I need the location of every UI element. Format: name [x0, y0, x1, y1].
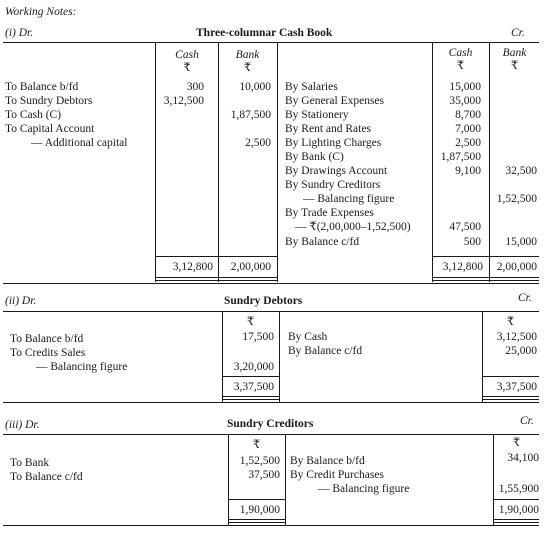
cashbook-right-row-text: By Bank (C): [285, 151, 344, 163]
cashbook-double-rule: [432, 277, 539, 278]
debtors-double-rule: [222, 396, 280, 397]
debtors-total-rule: [222, 376, 280, 377]
cashbook-left-row-bank: 2,500: [245, 137, 271, 149]
right-bank-rupee: ₹: [510, 60, 519, 72]
cashbook-left-row-bank: 10,000: [239, 81, 271, 93]
creditors-left-rupee: ₹: [252, 439, 261, 451]
cashbook-double-rule: [155, 277, 278, 278]
cashbook-total-left-cash: 3,12,800: [172, 261, 213, 273]
cashbook-total-left-bank: 2,00,000: [230, 261, 271, 273]
cashbook-right-row-text: By Rent and Rates: [285, 123, 371, 135]
cashbook-dr-label: (i) Dr.: [5, 27, 34, 39]
right-bank-header: Bank: [502, 47, 527, 59]
cashbook-left-row-text: To Balance b/fd: [5, 81, 79, 93]
cashbook-right-row-text: By Salaries: [285, 81, 338, 93]
cashbook-left-row-text: To Capital Account: [5, 123, 95, 135]
creditors-right-row-amount: 34,100: [507, 452, 539, 464]
cashbook-left-row-text: — Additional capital: [31, 137, 128, 149]
cashbook-right-row-text: By Drawings Account: [285, 165, 388, 177]
cashbook-bottom-rule: [3, 283, 539, 284]
creditors-col-rule: [285, 434, 286, 526]
left-cash-header: Cash: [175, 49, 199, 61]
cashbook-total-rule: [432, 256, 539, 257]
creditors-cr-label: Cr.: [520, 415, 534, 427]
cashbook-right-row-text: By Balance c/fd: [285, 236, 360, 248]
cashbook-total-right-bank: 2,00,000: [496, 261, 537, 273]
cashbook-right-row-cash: 9,100: [455, 165, 481, 177]
cashbook-right-row-cash: 7,000: [455, 123, 481, 135]
cashbook-right-row-bank: 1,52,500: [496, 193, 537, 205]
debtors-left-row-amount: 17,500: [242, 331, 274, 343]
creditors-total-right: 1,90,000: [498, 504, 539, 516]
cashbook-right-row-bank: 15,000: [505, 236, 537, 248]
cashbook-left-row-bank: 1,87,500: [230, 109, 271, 121]
creditors-double-rule: [228, 519, 286, 520]
debtors-double-rule: [222, 399, 280, 400]
creditors-total-left: 1,90,000: [239, 504, 280, 516]
debtors-bottom-rule: [3, 402, 539, 403]
creditors-right-row-text: By Credit Purchases: [290, 469, 384, 481]
creditors-right-rupee: ₹: [512, 437, 521, 449]
cashbook-right-row-cash: 15,000: [449, 81, 481, 93]
cashbook-right-row-cash: 8,700: [455, 109, 481, 121]
cashbook-col-rule: [155, 42, 156, 282]
creditors-left-row-text: To Balance c/fd: [10, 471, 83, 483]
debtors-left-row-text: To Balance b/fd: [10, 333, 84, 345]
cashbook-right-row-text: By Sundry Creditors: [285, 179, 381, 191]
debtors-right-row-amount: 25,000: [505, 345, 537, 357]
cashbook-cr-label: Cr.: [511, 27, 525, 39]
creditors-left-row-amount: 1,52,500: [239, 455, 280, 467]
debtors-total-right: 3,37,500: [496, 381, 537, 393]
cashbook-title: Three-columnar Cash Book: [196, 27, 333, 39]
cashbook-double-rule: [155, 280, 278, 281]
creditors-top-rule: [3, 434, 539, 435]
debtors-right-row-text: By Cash: [288, 331, 328, 343]
left-bank-header: Bank: [235, 49, 260, 61]
debtors-double-rule: [482, 396, 539, 397]
creditors-right-row-amount: 1,55,900: [498, 483, 539, 495]
creditors-bottom-rule: [3, 525, 539, 526]
left-bank-rupee: ₹: [243, 62, 252, 74]
debtors-total-rule: [482, 376, 539, 377]
cashbook-right-row-text: By Stationery: [285, 109, 349, 121]
debtors-col-rule: [279, 311, 280, 403]
creditors-left-row-text: To Bank: [10, 457, 50, 469]
debtors-left-row-amount: 3,20,000: [233, 361, 274, 373]
debtors-left-row-text: — Balancing figure: [36, 361, 128, 373]
cashbook-right-row-cash: 35,000: [449, 95, 481, 107]
cashbook-right-row-text: By Lighting Charges: [285, 137, 382, 149]
debtors-cr-label: Cr.: [518, 292, 532, 304]
debtors-right-row-amount: 3,12,500: [496, 331, 537, 343]
cashbook-right-row-text: By Trade Expenses: [285, 207, 374, 219]
creditors-right-row-text: — Balancing figure: [318, 483, 410, 495]
cashbook-total-rule: [155, 256, 278, 257]
debtors-right-row-text: By Balance c/fd: [288, 345, 363, 357]
cashbook-left-row-text: To Sundry Debtors: [5, 95, 93, 107]
creditors-double-rule: [493, 522, 539, 523]
cashbook-right-row-bank: 32,500: [505, 165, 537, 177]
left-cash-rupee: ₹: [183, 62, 191, 74]
creditors-dr-label: (iii) Dr.: [5, 419, 40, 431]
cashbook-left-row-cash: 3,12,500: [163, 95, 204, 107]
cashbook-right-row-text: By General Expenses: [285, 95, 384, 107]
cashbook-right-row-text: — Balancing figure: [303, 193, 395, 205]
creditors-double-rule: [493, 519, 539, 520]
cashbook-right-row-text: — ₹(2,00,000–1,52,500): [295, 221, 411, 233]
cashbook-left-row-cash: 300: [186, 81, 204, 93]
creditors-right-row-text: By Balance b/fd: [290, 455, 365, 467]
debtors-right-rupee: ₹: [506, 316, 515, 328]
cashbook-right-row-cash: 500: [463, 236, 481, 248]
creditors-total-rule: [493, 499, 539, 500]
cashbook-left-row-text: To Cash (C): [5, 109, 62, 121]
debtors-title: Sundry Debtors: [224, 295, 303, 307]
cashbook-col-rule: [218, 42, 219, 282]
cashbook-col-rule: [277, 42, 278, 282]
debtors-top-rule: [3, 311, 539, 312]
debtors-total-left: 3,37,500: [233, 381, 274, 393]
debtors-left-row-text: To Credits Sales: [10, 347, 86, 359]
debtors-double-rule: [482, 399, 539, 400]
debtors-dr-label: (ii) Dr.: [5, 295, 37, 307]
cashbook-right-row-cash: 1,87,500: [440, 151, 481, 163]
cashbook-right-row-cash: 47,500: [449, 221, 481, 233]
right-cash-header: Cash: [448, 47, 473, 59]
creditors-double-rule: [228, 522, 286, 523]
debtors-left-rupee: ₹: [246, 316, 255, 328]
creditors-total-rule: [228, 499, 286, 500]
cashbook-total-right-cash: 3,12,800: [442, 261, 483, 273]
creditors-left-row-amount: 37,500: [248, 469, 280, 481]
cashbook-top-rule: [3, 42, 539, 43]
right-cash-rupee: ₹: [456, 60, 465, 72]
creditors-title: Sundry Creditors: [227, 418, 314, 430]
cashbook-double-rule: [432, 280, 539, 281]
working-notes-heading: Working Notes:: [5, 6, 77, 18]
cashbook-right-row-cash: 2,500: [455, 137, 481, 149]
